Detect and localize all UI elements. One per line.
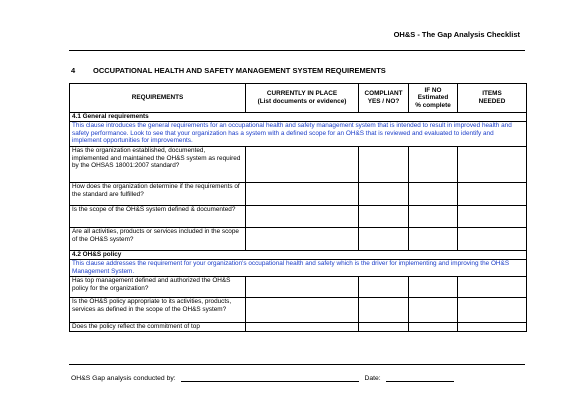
col-header-requirements: REQUIREMENTS — [70, 84, 246, 113]
compliant-cell[interactable] — [359, 323, 409, 332]
compliant-cell[interactable] — [359, 228, 409, 251]
section-number: 4 — [71, 66, 76, 75]
col-header-items-needed: ITEMS NEEDED — [458, 84, 527, 113]
section-row-policy — [70, 251, 527, 260]
compliant-cell[interactable] — [359, 183, 409, 206]
section-title-general: 4.1 General requirements — [70, 113, 527, 122]
items-needed-cell[interactable] — [458, 228, 527, 251]
clause-intro-row — [70, 122, 527, 147]
requirement-cell: Is the OH&S policy appropriate to its activities, products, services as defined in the scope of the OH&S system? — [70, 298, 246, 323]
requirement-cell: Has the organization established, documented, implemented and maintained the OH&S system as required by the OHSAS 18001:2007 standard? — [70, 147, 246, 183]
items-needed-cell[interactable] — [458, 147, 527, 183]
estimated-cell[interactable] — [409, 183, 458, 206]
table-row — [70, 228, 527, 251]
table-row — [70, 147, 527, 183]
items-needed-cell[interactable] — [458, 183, 527, 206]
section-row-general — [70, 113, 527, 122]
estimated-cell[interactable] — [409, 277, 458, 298]
estimated-cell[interactable] — [409, 206, 458, 228]
compliant-cell[interactable] — [359, 277, 409, 298]
document-header-title: OH&S - The Gap Analysis Checklist — [393, 30, 520, 39]
requirement-cell: Does the policy reflect the commitment of top — [70, 323, 246, 332]
requirement-cell: How does the organization determine if the requirements of the standard are fulfilled? — [70, 183, 246, 206]
items-needed-cell[interactable] — [458, 323, 527, 332]
estimated-cell[interactable] — [409, 147, 458, 183]
header-divider — [69, 50, 525, 51]
in-place-cell[interactable] — [246, 147, 359, 183]
table-row — [70, 298, 527, 323]
in-place-cell[interactable] — [246, 298, 359, 323]
date-label: Date: — [364, 375, 381, 382]
table-header-row — [70, 84, 527, 113]
requirement-cell: Is the scope of the OH&S system defined & documented? — [70, 206, 246, 228]
items-needed-cell[interactable] — [458, 298, 527, 323]
footer-divider — [69, 364, 525, 365]
clause-intro-general: This clause introduces the general requirements for an occupational health and safety management system that is intended to result in improved health and safety performance. Look to see that your organization has a system with a defined scope for an OH&S that is reviewed and evaluated to identify and implement opportunities for improvements. — [70, 122, 527, 147]
table-row — [70, 323, 527, 332]
table-row — [70, 277, 527, 298]
requirement-cell: Has top management defined and authorized the OH&S policy for the organization? — [70, 277, 246, 298]
in-place-cell[interactable] — [246, 183, 359, 206]
compliant-cell[interactable] — [359, 206, 409, 228]
estimated-cell[interactable] — [409, 228, 458, 251]
compliant-cell[interactable] — [359, 147, 409, 183]
in-place-cell[interactable] — [246, 277, 359, 298]
in-place-cell[interactable] — [246, 206, 359, 228]
conducted-by-field[interactable] — [181, 374, 359, 382]
clause-intro-policy: This clause addresses the requirement for your organization's occupational health and safety which is the driver for implementing and improving the OH&S Management System. — [70, 260, 527, 277]
col-header-estimated-complete: IF NO Estimated % complete — [409, 84, 458, 113]
table-row — [70, 183, 527, 206]
footer — [71, 374, 454, 382]
items-needed-cell[interactable] — [458, 277, 527, 298]
section-title: OCCUPATIONAL HEALTH AND SAFETY MANAGEMENT SYSTEM REQUIREMENTS — [93, 66, 386, 75]
requirement-cell: Are all activities, products or services included in the scope of the OH&S system? — [70, 228, 246, 251]
conducted-by-label: OH&S Gap analysis conducted by: — [71, 375, 176, 382]
table-row — [70, 206, 527, 228]
section-heading — [71, 66, 386, 75]
compliant-cell[interactable] — [359, 298, 409, 323]
items-needed-cell[interactable] — [458, 206, 527, 228]
gap-analysis-table — [69, 83, 527, 332]
estimated-cell[interactable] — [409, 323, 458, 332]
section-title-policy: 4.2 OH&S policy — [70, 251, 527, 260]
date-field[interactable] — [386, 374, 454, 382]
in-place-cell[interactable] — [246, 228, 359, 251]
col-header-compliant: COMPLIANT YES / NO? — [359, 84, 409, 113]
estimated-cell[interactable] — [409, 298, 458, 323]
col-header-currently-in-place: CURRENTLY IN PLACE (List documents or evidence) — [246, 84, 359, 113]
in-place-cell[interactable] — [246, 323, 359, 332]
clause-intro-row — [70, 260, 527, 277]
